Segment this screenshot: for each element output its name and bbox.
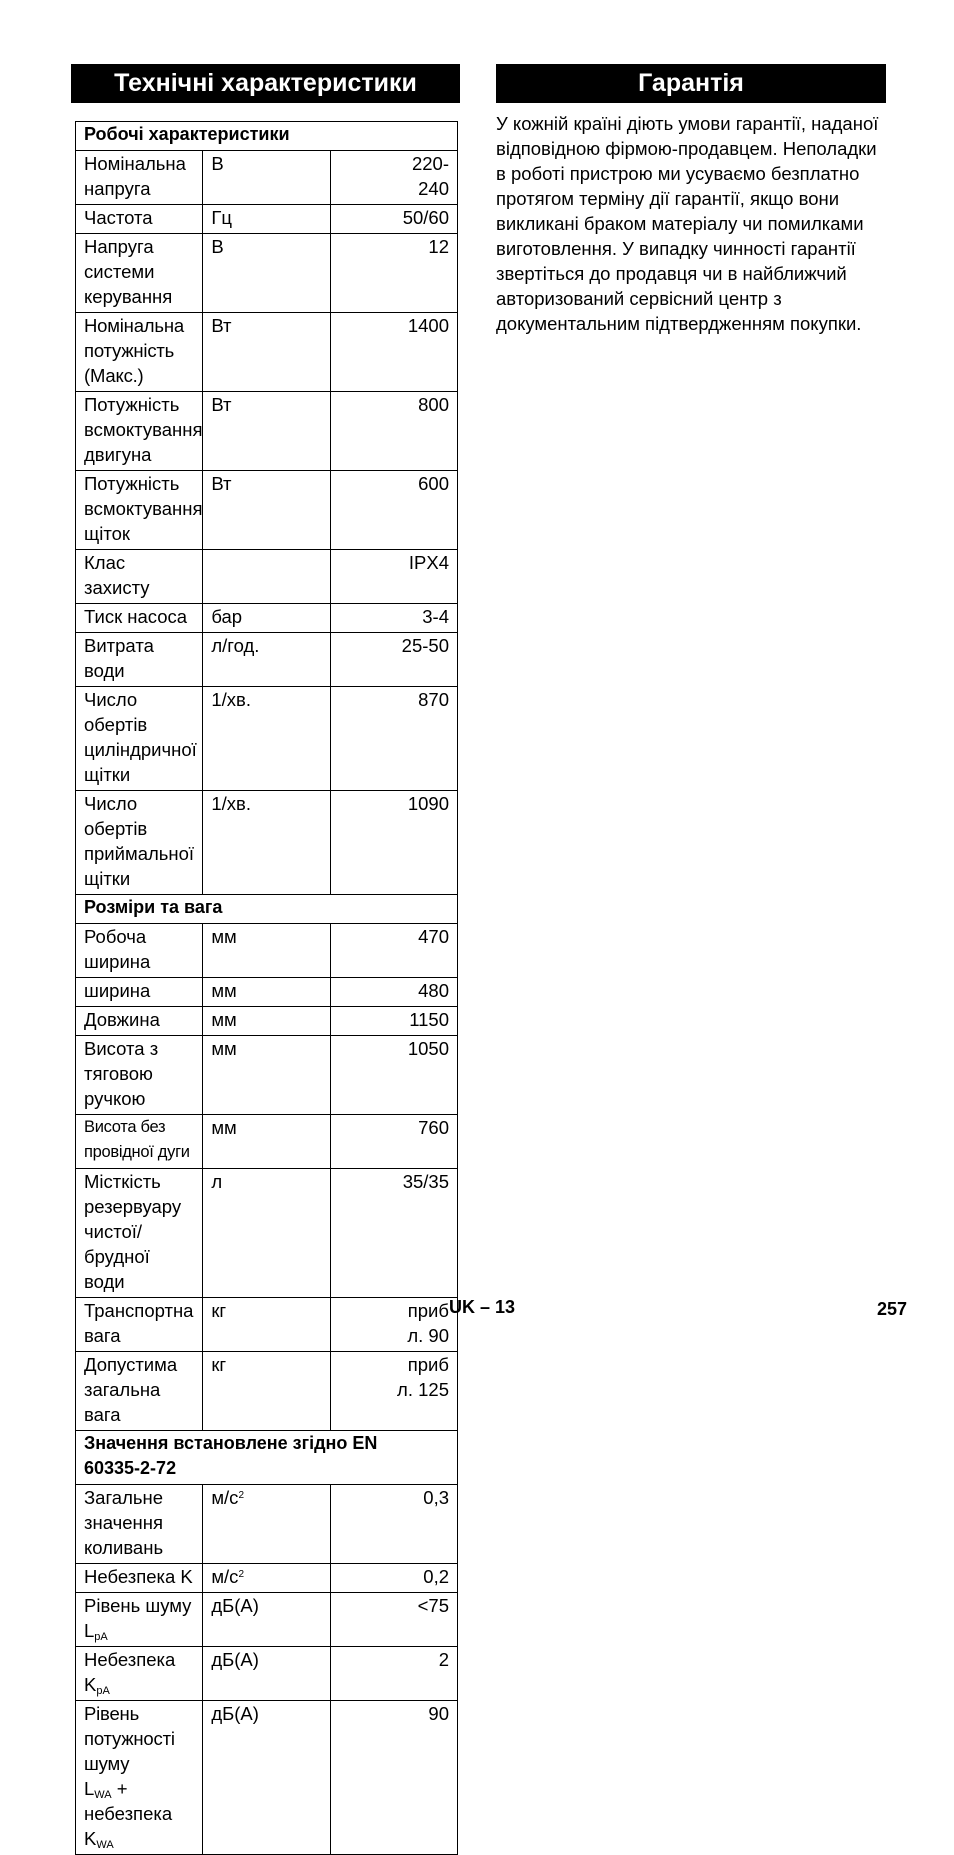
section-title: Розміри та вага: [76, 895, 458, 924]
spec-value: 1090: [330, 791, 457, 895]
table-row: [76, 924, 458, 978]
spec-value: 800: [330, 392, 457, 471]
spec-unit: $м/с^2$: [203, 1485, 330, 1564]
spec-value: 470: [330, 924, 457, 978]
spec-unit: л/год.: [203, 633, 330, 687]
table-row: [76, 978, 458, 1007]
section-row-standard: [76, 1431, 458, 1485]
spec-unit: 1/хв.: [203, 687, 330, 791]
spec-name: Допустима загальна вага: [76, 1352, 203, 1431]
spec-unit: мм: [203, 1007, 330, 1036]
spec-name: Число обертів приймальної щітки: [76, 791, 203, 895]
spec-value: 50/60: [330, 205, 457, 234]
spec-unit: бар: [203, 604, 330, 633]
spec-value: 2: [330, 1647, 457, 1701]
table-row: [76, 1169, 458, 1298]
spec-name: Потужність всмоктування двигуна: [76, 392, 203, 471]
spec-unit: В: [203, 151, 330, 205]
spec-unit: л: [203, 1169, 330, 1298]
table-row: [76, 471, 458, 550]
table-row: [76, 392, 458, 471]
spec-unit: кг: [203, 1298, 330, 1352]
spec-value: 90: [330, 1701, 457, 1855]
spec-name: Небезпека $K_{pA}$: [76, 1647, 203, 1701]
section-row-performance: [76, 122, 458, 151]
spec-value: 1400: [330, 313, 457, 392]
spec-name: Напруга системи керування: [76, 234, 203, 313]
spec-unit: мм: [203, 924, 330, 978]
spec-unit: Гц: [203, 205, 330, 234]
spec-name: Номінальна потужність (Макс.): [76, 313, 203, 392]
spec-value: 0,3: [330, 1485, 457, 1564]
table-row: [76, 1007, 458, 1036]
spec-unit: В: [203, 234, 330, 313]
spec-value: 12: [330, 234, 457, 313]
table-row: [76, 1564, 458, 1593]
table-row: [76, 1647, 458, 1701]
spec-unit: Вт: [203, 392, 330, 471]
table-row: [76, 1036, 458, 1115]
spec-name: Витрата води: [76, 633, 203, 687]
spec-name: Число обертів циліндричної щітки: [76, 687, 203, 791]
spec-name: ширина: [76, 978, 203, 1007]
table-row: [76, 151, 458, 205]
spec-name: Висота з тяговою ручкою: [76, 1036, 203, 1115]
spec-unit: дБ(А): [203, 1701, 330, 1855]
table-row: [76, 687, 458, 791]
spec-value: 600: [330, 471, 457, 550]
spec-unit: 1/хв.: [203, 791, 330, 895]
table-row: [76, 313, 458, 392]
table-row: [76, 633, 458, 687]
spec-name: Рівень шуму $L_{pA}$: [76, 1593, 203, 1647]
spec-unit: мм: [203, 1036, 330, 1115]
warranty-heading: Гарантія: [496, 64, 886, 103]
spec-name: Довжина: [76, 1007, 203, 1036]
section-title: Робочі характеристики: [76, 122, 458, 151]
spec-value: 1150: [330, 1007, 457, 1036]
spec-name: Місткість резервуару чистої/брудної води: [76, 1169, 203, 1298]
table-row: [76, 604, 458, 633]
specs-heading: Технічні характеристики: [71, 64, 460, 103]
table-row: [76, 234, 458, 313]
spec-name: Клас захисту: [76, 550, 203, 604]
spec-name: Транспортна вага: [76, 1298, 203, 1352]
spec-value: 870: [330, 687, 457, 791]
spec-unit: дБ(А): [203, 1593, 330, 1647]
footer-language-page-code: UK – 13: [449, 1297, 516, 1317]
spec-value: 3-4: [330, 604, 457, 633]
spec-unit: дБ(А): [203, 1647, 330, 1701]
spec-value: приб л. 125: [330, 1352, 457, 1431]
table-row: [76, 205, 458, 234]
spec-value: <75: [330, 1593, 457, 1647]
spec-name: Частота: [76, 205, 203, 234]
spec-value: 220- 240: [330, 151, 457, 205]
spec-name: Небезпека K: [76, 1564, 203, 1593]
table-row: [76, 1298, 458, 1352]
spec-unit: $м/с^2$: [203, 1564, 330, 1593]
spec-value: 1050: [330, 1036, 457, 1115]
spec-unit: мм: [203, 978, 330, 1007]
spec-name: Рівень потужності шуму $L_{WA}$ + небезпека $K_{WA}$: [76, 1701, 203, 1855]
spec-unit: кг: [203, 1352, 330, 1431]
table-row: [76, 1593, 458, 1647]
table-row: [76, 1701, 458, 1855]
spec-unit: мм: [203, 1115, 330, 1169]
spec-name: Висота без провідної дуги: [76, 1115, 203, 1169]
spec-name: Потужність всмоктування щіток: [76, 471, 203, 550]
spec-value: 480: [330, 978, 457, 1007]
table-row: [76, 1115, 458, 1169]
spec-value: 0,2: [330, 1564, 457, 1593]
table-row: [76, 1485, 458, 1564]
table-row: [76, 550, 458, 604]
spec-value: 25-50: [330, 633, 457, 687]
spec-value: приб л. 90: [330, 1298, 457, 1352]
spec-value: 35/35: [330, 1169, 457, 1298]
spec-name: Тиск насоса: [76, 604, 203, 633]
section-row-dimensions: [76, 895, 458, 924]
table-row: [76, 791, 458, 895]
spec-name: Загальне значення коливань: [76, 1485, 203, 1564]
spec-name: Номінальна напруга: [76, 151, 203, 205]
spec-value: 760: [330, 1115, 457, 1169]
section-title: Значення встановлене згідно EN 60335-2-72: [76, 1431, 458, 1485]
spec-unit: Вт: [203, 313, 330, 392]
spec-unit: Вт: [203, 471, 330, 550]
specs-table: [75, 121, 458, 1855]
spec-value: IPX4: [330, 550, 457, 604]
warranty-text: У кожній країні діють умови гарантії, наданої відповідною фірмою-продавцем. Неполадки в роботі пристрою ми усуваємо безплатно протягом терміну дії гарантії, якщо вони викликані браком матеріалу чи помилками виготовлення. У випадку чинності гарантії звертіться до продавця чи в найближчий авторизований сервісний центр з документальним підтвердженням покупки.: [496, 113, 879, 334]
page-number: 257: [877, 1299, 908, 1319]
table-row: [76, 1352, 458, 1431]
spec-name: Робоча ширина: [76, 924, 203, 978]
spec-unit: [203, 550, 330, 604]
